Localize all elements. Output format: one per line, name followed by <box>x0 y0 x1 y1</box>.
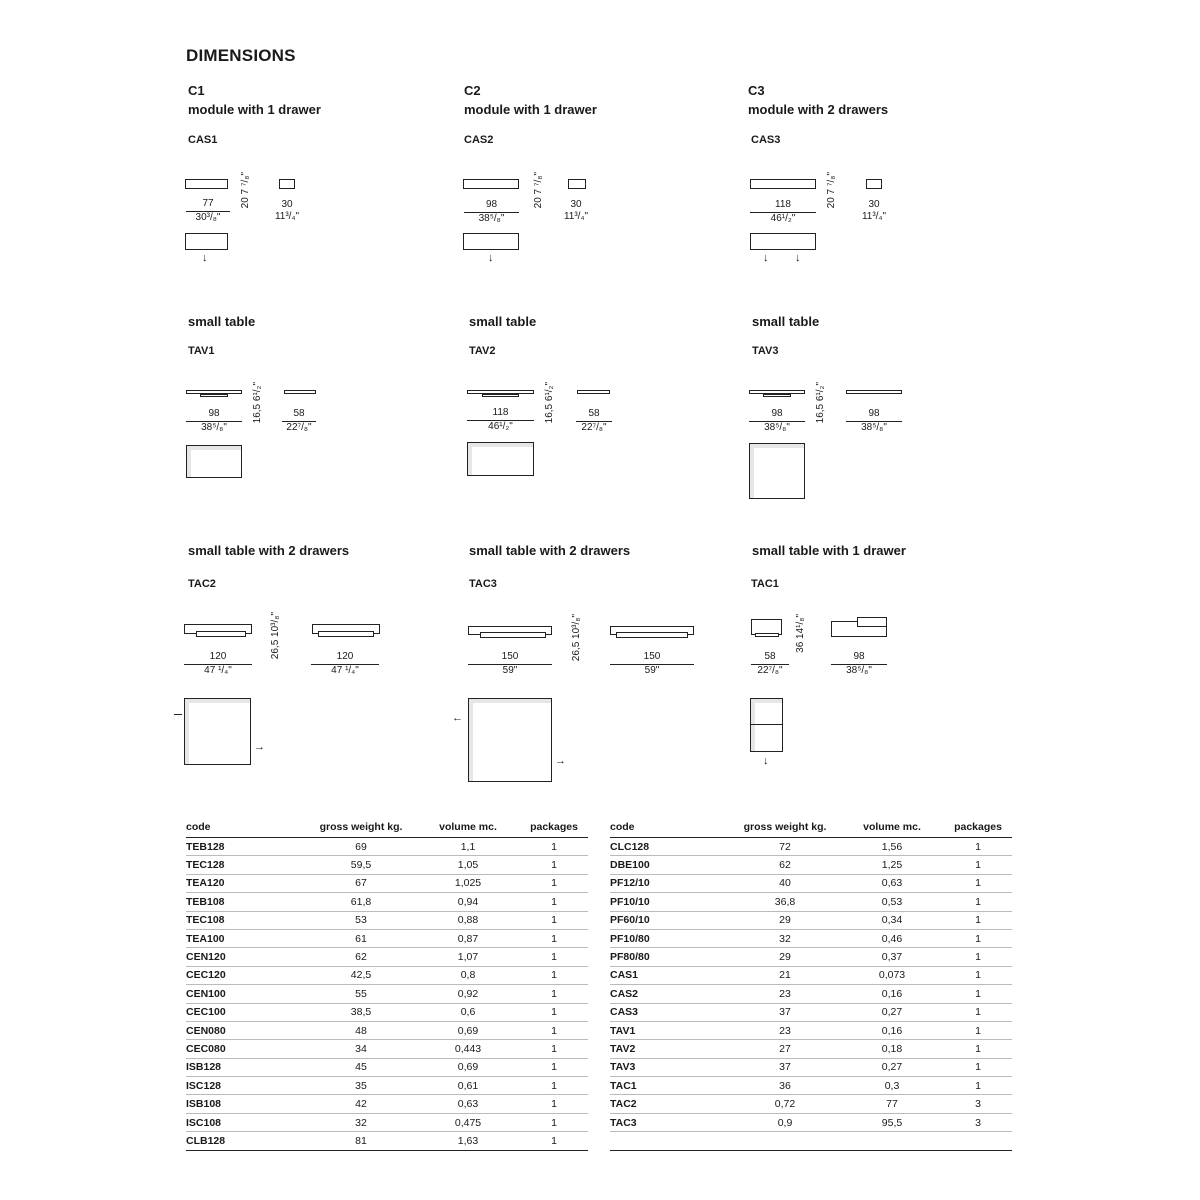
cell-code: ISC128 <box>186 1077 306 1095</box>
item-code: TAV2 <box>469 345 496 357</box>
plan-view-drawing <box>749 443 805 499</box>
table-row <box>186 1132 588 1150</box>
cell-code: TAV3 <box>610 1058 730 1076</box>
cell-weight: 23 <box>730 985 840 1003</box>
cell-code: CAS2 <box>610 985 730 1003</box>
cell-volume: 0,63 <box>416 1095 520 1113</box>
table-row <box>610 911 1012 929</box>
cell-weight: 81 <box>306 1132 416 1150</box>
plan-view-drawing <box>185 233 228 250</box>
table-row <box>186 1095 588 1113</box>
cell-code: CEC100 <box>186 1003 306 1021</box>
table-row <box>186 874 588 892</box>
cell-volume: 1,63 <box>416 1132 520 1150</box>
table-row <box>186 948 588 966</box>
cell-packages: 1 <box>520 1113 588 1131</box>
depth-dim: 120 47 ¹/₄" <box>311 651 379 677</box>
cell-packages: 1 <box>520 911 588 929</box>
cell-code: TEB108 <box>186 893 306 911</box>
drawer-arrow-icon: ↓ <box>763 252 769 264</box>
side-view-drawer <box>857 617 887 627</box>
height-dim: 16,5 6¹/₂" <box>252 382 263 424</box>
cell-code: TAC2 <box>610 1095 730 1113</box>
depth-dim: 58 22⁷/₈" <box>282 408 316 434</box>
cell-weight: 34 <box>306 1040 416 1058</box>
cell-weight <box>730 1132 840 1150</box>
side-view-drawing <box>866 179 882 189</box>
cell-volume: 0,53 <box>840 893 944 911</box>
cell-weight: 72 <box>730 838 840 856</box>
cell-volume: 0,87 <box>416 929 520 947</box>
col-packages: packages <box>520 820 588 838</box>
module-desc: module with 2 drawers <box>748 102 889 117</box>
drawer-arrow-icon: → <box>555 755 566 767</box>
cell-weight: 37 <box>730 1003 840 1021</box>
depth-dim: 150 59" <box>610 651 694 677</box>
width-dim: 77 30³/₈" <box>186 198 230 224</box>
cell-volume: 0,61 <box>416 1077 520 1095</box>
plan-view-drawing <box>468 698 552 782</box>
cell-volume: 0,27 <box>840 1003 944 1021</box>
width-dim: 118 46¹/₂" <box>467 407 534 433</box>
cell-weight: 0,9 <box>730 1113 840 1131</box>
cell-weight: 55 <box>306 985 416 1003</box>
table-row <box>186 929 588 947</box>
table-row <box>186 1021 588 1039</box>
cell-weight: 38,5 <box>306 1003 416 1021</box>
table-row <box>610 1132 1012 1150</box>
table-row <box>186 911 588 929</box>
cell-volume: 0,16 <box>840 1021 944 1039</box>
cell-weight: 67 <box>306 874 416 892</box>
cell-volume: 0,69 <box>416 1058 520 1076</box>
cell-code: TEC108 <box>186 911 306 929</box>
cell-volume: 95,5 <box>840 1113 944 1131</box>
front-view-drawing <box>185 179 228 189</box>
cell-weight: 48 <box>306 1021 416 1039</box>
front-view-base <box>200 394 228 397</box>
cell-packages: 1 <box>944 985 1012 1003</box>
specs-table-right <box>610 820 1012 1151</box>
cell-packages: 1 <box>520 1021 588 1039</box>
cell-weight: 36,8 <box>730 893 840 911</box>
table-row <box>610 1021 1012 1039</box>
cell-packages: 1 <box>520 1040 588 1058</box>
cell-code: CEN100 <box>186 985 306 1003</box>
cell-volume: 0,34 <box>840 911 944 929</box>
item-code: TAC2 <box>188 578 216 590</box>
item-code: CAS3 <box>751 134 781 146</box>
cell-packages: 1 <box>520 1095 588 1113</box>
cell-code: TAC3 <box>610 1113 730 1131</box>
cell-packages: 1 <box>520 1077 588 1095</box>
cell-weight: 42 <box>306 1095 416 1113</box>
cell-weight: 29 <box>730 948 840 966</box>
cell-weight: 42,5 <box>306 966 416 984</box>
cell-volume: 0,69 <box>416 1021 520 1039</box>
cell-weight: 69 <box>306 838 416 856</box>
section-title: small table <box>469 314 537 329</box>
cell-packages: 1 <box>944 856 1012 874</box>
cell-packages: 1 <box>944 838 1012 856</box>
width-dim: 58 22⁷/₈" <box>751 651 789 677</box>
col-weight: gross weight kg. <box>306 820 416 838</box>
cell-weight: 29 <box>730 911 840 929</box>
cell-volume: 77 <box>840 1095 944 1113</box>
cell-code: CEC080 <box>186 1040 306 1058</box>
cell-volume: 1,56 <box>840 838 944 856</box>
height-dim: 16,5 6¹/₂" <box>815 382 826 424</box>
cell-code: TEB128 <box>186 838 306 856</box>
table-row <box>610 1077 1012 1095</box>
table-row <box>186 985 588 1003</box>
cell-volume: 0,27 <box>840 1058 944 1076</box>
item-code: TAV1 <box>188 345 215 357</box>
cell-packages: 1 <box>520 966 588 984</box>
cell-code: ISC108 <box>186 1113 306 1131</box>
front-view-drawing <box>463 179 519 189</box>
table-row <box>610 948 1012 966</box>
table-row <box>186 856 588 874</box>
cell-code: PF80/80 <box>610 948 730 966</box>
width-dim: 98 38⁵/₈" <box>464 199 519 225</box>
drawer-arrow-icon: → <box>254 741 265 753</box>
cell-code: CLC128 <box>610 838 730 856</box>
table-row <box>186 893 588 911</box>
plan-view-drawing <box>467 442 534 476</box>
cell-weight: 35 <box>306 1077 416 1095</box>
cell-packages: 1 <box>944 874 1012 892</box>
cell-packages: 1 <box>944 1040 1012 1058</box>
height-dim: 20 7 ⁷/₈" <box>533 172 544 209</box>
table-row <box>186 1058 588 1076</box>
table-row <box>610 966 1012 984</box>
front-view-base <box>755 633 779 637</box>
cell-weight: 62 <box>306 948 416 966</box>
cell-packages: 1 <box>520 838 588 856</box>
cell-packages: 1 <box>944 1021 1012 1039</box>
cell-weight: 23 <box>730 1021 840 1039</box>
item-code: CAS1 <box>188 134 218 146</box>
cell-volume: 0,073 <box>840 966 944 984</box>
table-row <box>610 985 1012 1003</box>
table-row <box>610 893 1012 911</box>
side-view-drawer <box>318 631 374 637</box>
cell-weight: 53 <box>306 911 416 929</box>
table-row <box>610 1095 1012 1113</box>
cell-code: TEC128 <box>186 856 306 874</box>
width-dim: 98 38⁵/₈" <box>749 408 805 434</box>
page-title: DIMENSIONS <box>186 46 296 65</box>
side-view-drawing <box>568 179 586 189</box>
front-view-base <box>763 394 791 397</box>
drawer-arrow-icon: ↓ <box>488 252 494 264</box>
height-dim: 20 7 ⁷/₈" <box>826 172 837 209</box>
module-code: C2 <box>464 83 481 98</box>
module-desc: module with 1 drawer <box>464 102 597 117</box>
cell-weight: 36 <box>730 1077 840 1095</box>
table-row <box>610 929 1012 947</box>
front-view-drawer <box>196 631 246 637</box>
front-view-base <box>482 394 519 397</box>
cell-packages: 1 <box>520 856 588 874</box>
cell-code: CAS3 <box>610 1003 730 1021</box>
cell-volume: 0,6 <box>416 1003 520 1021</box>
cell-weight: 21 <box>730 966 840 984</box>
front-view-drawer <box>480 632 546 638</box>
depth-dim: 58 22⁷/₈" <box>576 408 612 434</box>
cell-volume: 1,05 <box>416 856 520 874</box>
drawer-arrow-icon: ← <box>452 712 463 724</box>
height-dim: 16,5 6¹/₂" <box>544 382 555 424</box>
cell-packages: 1 <box>944 929 1012 947</box>
cell-weight: 40 <box>730 874 840 892</box>
cell-volume: 0,92 <box>416 985 520 1003</box>
col-code: code <box>610 820 730 838</box>
cell-volume: 0,18 <box>840 1040 944 1058</box>
cell-weight: 45 <box>306 1058 416 1076</box>
cell-code: PF60/10 <box>610 911 730 929</box>
cell-code: TEA100 <box>186 929 306 947</box>
item-code: CAS2 <box>464 134 494 146</box>
item-code: TAC1 <box>751 578 779 590</box>
depth-dim: 30 11³/₄" <box>861 199 887 222</box>
cell-volume: 0,94 <box>416 893 520 911</box>
cell-weight: 0,72 <box>730 1095 840 1113</box>
cell-code: ISB108 <box>186 1095 306 1113</box>
cell-volume: 0,16 <box>840 985 944 1003</box>
depth-dim: 30 11³/₄" <box>274 199 300 222</box>
cell-volume: 0,88 <box>416 911 520 929</box>
cell-code <box>610 1132 730 1150</box>
table-row <box>186 1113 588 1131</box>
module-desc: module with 1 drawer <box>188 102 321 117</box>
cell-packages: 1 <box>944 893 1012 911</box>
cell-packages: 1 <box>520 1003 588 1021</box>
cell-code: TAC1 <box>610 1077 730 1095</box>
section-title: small table <box>188 314 256 329</box>
plan-view-drawing <box>186 445 242 478</box>
module-code: C3 <box>748 83 765 98</box>
cell-code: CEC120 <box>186 966 306 984</box>
cell-volume: 1,07 <box>416 948 520 966</box>
plan-view-drawing <box>750 233 816 250</box>
cell-code: CEN080 <box>186 1021 306 1039</box>
table-row <box>186 1040 588 1058</box>
table-row <box>610 1040 1012 1058</box>
height-dim: 36 14¹/₈" <box>795 614 806 653</box>
cell-packages: 1 <box>944 966 1012 984</box>
drawer-arrow-icon: ↓ <box>795 252 801 264</box>
table-row <box>610 874 1012 892</box>
cell-weight: 32 <box>730 929 840 947</box>
cell-code: PF12/10 <box>610 874 730 892</box>
cell-code: DBE100 <box>610 856 730 874</box>
cell-volume: 0,46 <box>840 929 944 947</box>
table-row <box>610 838 1012 856</box>
cell-weight: 32 <box>306 1113 416 1131</box>
height-dim: 20 7 ⁷/₈" <box>240 172 251 209</box>
cell-code: PF10/10 <box>610 893 730 911</box>
cell-packages: 1 <box>944 948 1012 966</box>
cell-volume: 0,8 <box>416 966 520 984</box>
depth-dim: 30 11³/₄" <box>563 199 589 222</box>
table-row <box>610 856 1012 874</box>
height-dim: 26,5 10³/₈" <box>571 614 582 662</box>
cell-volume: 0,3 <box>840 1077 944 1095</box>
cell-packages: 1 <box>520 893 588 911</box>
item-code: TAC3 <box>469 578 497 590</box>
table-row <box>186 1077 588 1095</box>
cell-volume: 0,37 <box>840 948 944 966</box>
cell-volume: 1,25 <box>840 856 944 874</box>
cell-weight: 59,5 <box>306 856 416 874</box>
cell-packages: 1 <box>520 1132 588 1150</box>
plan-view-drawing <box>463 233 519 250</box>
plan-view-drawing <box>184 698 251 765</box>
cell-code: ISB128 <box>186 1058 306 1076</box>
cell-packages: 1 <box>520 874 588 892</box>
cell-code: TAV2 <box>610 1040 730 1058</box>
side-view-drawing <box>284 390 316 394</box>
section-title: small table with 2 drawers <box>469 543 631 558</box>
cell-packages: 1 <box>944 1077 1012 1095</box>
table-row <box>610 1113 1012 1131</box>
depth-dim: 98 38⁵/₈" <box>831 651 887 677</box>
col-weight: gross weight kg. <box>730 820 840 838</box>
plan-view-divider <box>750 724 783 725</box>
cell-volume: 1,025 <box>416 874 520 892</box>
cell-code: TEA120 <box>186 874 306 892</box>
col-code: code <box>186 820 306 838</box>
drawer-arrow-icon: ↓ <box>202 252 208 264</box>
cell-code: CLB128 <box>186 1132 306 1150</box>
cell-packages: 1 <box>944 1058 1012 1076</box>
table-row <box>186 838 588 856</box>
cell-packages: 1 <box>520 985 588 1003</box>
cell-volume: 1,1 <box>416 838 520 856</box>
cell-code: TAV1 <box>610 1021 730 1039</box>
table-row <box>610 1058 1012 1076</box>
cell-volume: 0,63 <box>840 874 944 892</box>
section-title: small table with 2 drawers <box>188 543 350 558</box>
item-code: TAV3 <box>752 345 779 357</box>
col-packages: packages <box>944 820 1012 838</box>
cell-packages: 3 <box>944 1095 1012 1113</box>
side-view-drawing <box>577 390 610 394</box>
cell-volume: 0,443 <box>416 1040 520 1058</box>
cell-packages: 3 <box>944 1113 1012 1131</box>
side-view-drawer <box>616 632 688 638</box>
height-dim: 26,5 10³/₈" <box>270 612 281 660</box>
section-title: small table with 1 drawer <box>752 543 906 558</box>
width-dim: 118 46¹/₂" <box>750 199 816 225</box>
cell-weight: 27 <box>730 1040 840 1058</box>
cell-weight: 61 <box>306 929 416 947</box>
depth-dim: 98 38⁵/₈" <box>846 408 902 434</box>
width-dim: 150 59" <box>468 651 552 677</box>
table-row <box>186 966 588 984</box>
front-view-drawing <box>750 179 816 189</box>
side-view-drawing <box>279 179 295 189</box>
cell-code: CEN120 <box>186 948 306 966</box>
cell-packages: 1 <box>520 1058 588 1076</box>
side-view-drawing <box>846 390 902 394</box>
cell-weight: 37 <box>730 1058 840 1076</box>
drawer-pull-mark <box>174 714 182 715</box>
plan-view-drawing <box>750 698 783 752</box>
cell-weight: 61,8 <box>306 893 416 911</box>
cell-packages: 1 <box>944 1003 1012 1021</box>
section-title: small table <box>752 314 820 329</box>
module-code: C1 <box>188 83 205 98</box>
table-row <box>610 1003 1012 1021</box>
cell-packages: 1 <box>520 948 588 966</box>
cell-packages: 1 <box>944 911 1012 929</box>
cell-packages: 1 <box>520 929 588 947</box>
cell-code: PF10/80 <box>610 929 730 947</box>
specs-table-left <box>186 820 588 1151</box>
cell-weight: 62 <box>730 856 840 874</box>
width-dim: 120 47 ¹/₄" <box>184 651 252 677</box>
col-volume: volume mc. <box>840 820 944 838</box>
cell-packages <box>944 1132 1012 1150</box>
table-row <box>186 1003 588 1021</box>
cell-code: CAS1 <box>610 966 730 984</box>
width-dim: 98 38⁵/₈" <box>186 408 242 434</box>
cell-volume <box>840 1132 944 1150</box>
col-volume: volume mc. <box>416 820 520 838</box>
drawer-arrow-icon: ↓ <box>763 755 769 767</box>
cell-volume: 0,475 <box>416 1113 520 1131</box>
